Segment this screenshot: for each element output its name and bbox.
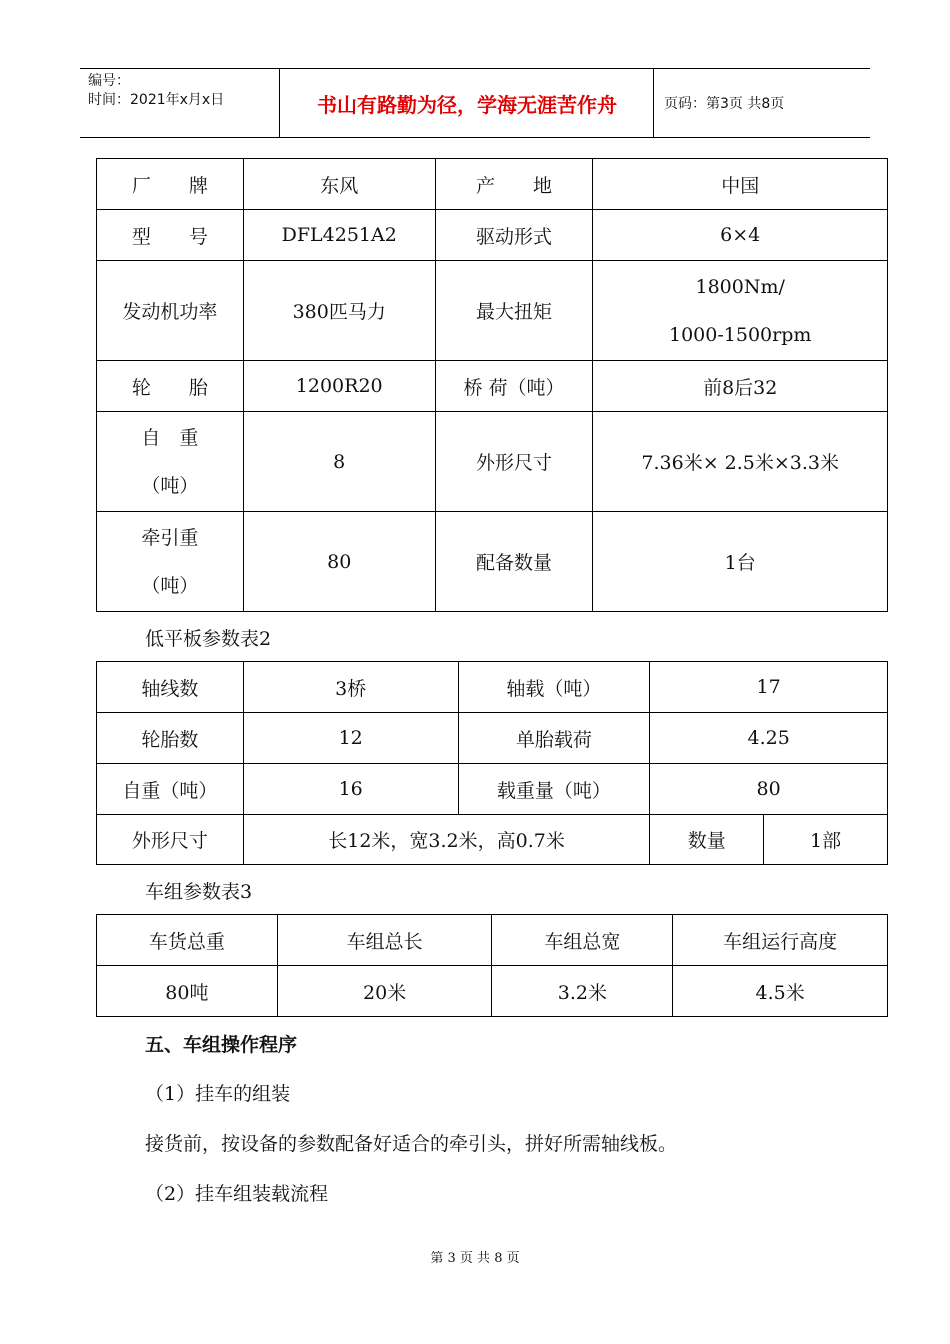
table-row <box>97 966 888 1017</box>
table-cell: 数量 <box>650 815 764 865</box>
table-cell: 产 地 <box>435 159 593 210</box>
table-cell: 4.25 <box>650 713 888 764</box>
step-1-heading: （1）挂车的组装 <box>145 1083 291 1105</box>
table-cell: DFL4251A2 <box>243 210 435 261</box>
header-motto: 书山有路勤为径，学海无涯苦作舟 <box>281 69 654 137</box>
table-cell: 轴载（吨） <box>458 662 650 713</box>
doc-time-label: 时间：2021年x月x日 <box>88 92 225 108</box>
table-cell: 6×4 <box>593 210 888 261</box>
table-cell: 载重量（吨） <box>458 764 650 815</box>
torque-line-2: 1000-1500rpm <box>669 323 812 346</box>
page-footer: 第 3 页 共 8 页 <box>430 1251 520 1266</box>
table-cell <box>97 512 244 612</box>
table-cell: 自重（吨） <box>97 764 244 815</box>
table-cell: 1台 <box>593 512 888 612</box>
table-cell: 80 <box>650 764 888 815</box>
cell-line-1: 牵引重 <box>141 526 199 549</box>
table-cell: 外形尺寸 <box>97 815 244 865</box>
table-cell: 16 <box>243 764 458 815</box>
table-cell <box>593 261 888 361</box>
table-cell: 长12米，宽3.2米，高0.7米 <box>243 815 649 865</box>
table2-caption: 低平板参数表2 <box>145 628 272 650</box>
table-cell: 配备数量 <box>435 512 593 612</box>
table-row <box>97 662 888 713</box>
paragraph: 接货前，按设备的参数配备好适合的牵引头，拼好所需轴线板。 <box>145 1133 678 1155</box>
table3-caption: 车组参数表3 <box>145 881 253 903</box>
table-header-cell: 车组总宽 <box>492 915 673 966</box>
page-header <box>80 68 870 138</box>
table-cell: 8 <box>243 412 435 512</box>
table-cell <box>97 412 244 512</box>
table-cell: 20米 <box>277 966 492 1017</box>
table-row <box>97 159 888 210</box>
table-cell: 型 号 <box>97 210 244 261</box>
table-cell: 3桥 <box>243 662 458 713</box>
table-row <box>97 210 888 261</box>
table-cell: 外形尺寸 <box>435 412 593 512</box>
header-meta <box>80 69 280 137</box>
table-row <box>97 815 888 865</box>
cell-line-1: 自 重 <box>141 426 199 449</box>
step-2-heading: （2）挂车组装载流程 <box>145 1183 329 1205</box>
table-cell: 4.5米 <box>673 966 888 1017</box>
table-header-cell: 车组总长 <box>277 915 492 966</box>
table-row <box>97 412 888 512</box>
torque-line-1: 1800Nm/ <box>695 275 785 298</box>
table-cell: 发动机功率 <box>97 261 244 361</box>
table-cell: 前8后32 <box>593 361 888 412</box>
doc-number-label: 编号： <box>88 73 130 89</box>
cell-line-2: （吨） <box>141 574 199 597</box>
section-title: 五、车组操作程序 <box>145 1034 298 1056</box>
table-cell: 桥 荷（吨） <box>435 361 593 412</box>
table-row <box>97 512 888 612</box>
table-cell: 中国 <box>593 159 888 210</box>
table-cell: 驱动形式 <box>435 210 593 261</box>
table-cell: 轮胎数 <box>97 713 244 764</box>
header-page-info: 页码：第3页 共8页 <box>664 96 785 112</box>
vehicle-group-table <box>96 914 888 1017</box>
lowbed-params-table <box>96 661 888 865</box>
tractor-params-table <box>96 158 888 612</box>
cell-line-2: （吨） <box>141 474 199 497</box>
table-cell: 80吨 <box>97 966 278 1017</box>
table-header-cell: 车货总重 <box>97 915 278 966</box>
table-header-row <box>97 915 888 966</box>
table-cell: 80 <box>243 512 435 612</box>
table-row <box>97 361 888 412</box>
table-row <box>97 713 888 764</box>
table-cell: 12 <box>243 713 458 764</box>
table-cell: 1部 <box>764 815 888 865</box>
table-cell: 单胎载荷 <box>458 713 650 764</box>
table-cell: 3.2米 <box>492 966 673 1017</box>
table-cell: 东风 <box>243 159 435 210</box>
table-cell: 7.36米× 2.5米×3.3米 <box>593 412 888 512</box>
table-cell: 轴线数 <box>97 662 244 713</box>
table-cell: 1200R20 <box>243 361 435 412</box>
table-cell: 厂 牌 <box>97 159 244 210</box>
table-row <box>97 261 888 361</box>
table-cell: 17 <box>650 662 888 713</box>
table-cell: 轮 胎 <box>97 361 244 412</box>
table-row <box>97 764 888 815</box>
table-header-cell: 车组运行高度 <box>673 915 888 966</box>
table-cell: 380匹马力 <box>243 261 435 361</box>
table-cell: 最大扭矩 <box>435 261 593 361</box>
